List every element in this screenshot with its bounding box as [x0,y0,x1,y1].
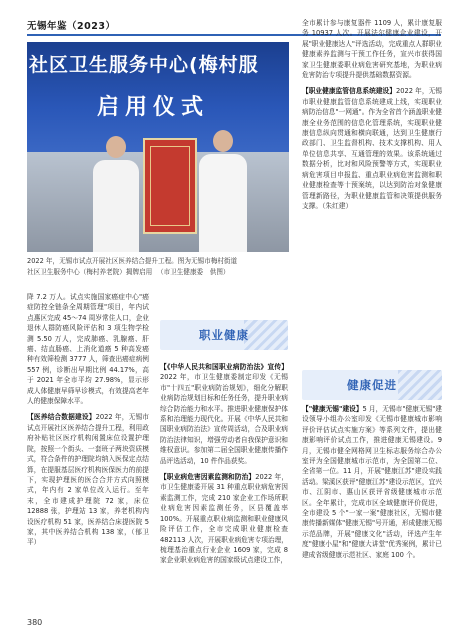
page-number: 380 [27,618,43,627]
mid-heading-2: 【职业病危害因素监测和防治】 [160,473,256,482]
section-title-health-promotion: 健康促进 [347,378,397,392]
photo-caption [27,256,289,278]
left-paragraph-2 [27,412,149,547]
event-photo [27,42,289,252]
section-banner-occupational-health [160,320,288,350]
left-paragraph-1: 降 7.2 万人。试点实施国家癌症中心"癌症防控全链条全周期管理"项目，年内试点惠区完成 45～74 周岁常住人口，企业退休人群防癌风险评估和 3 项生物学检测 5.50 万人，完成肺癌、乳腺癌、肝癌、结直肠癌、上消化道癌 5 种高发癌种有效筛检测 3777 人，筛查出癌症病例 557 例，诊断出早期比例 44.17%，高于 2021 年全市平均 27.98%，显示形成人体健康早筛早诊模式，有效提高老年人的健康保障水平。 [27,293,149,406]
photo-banner [27,42,289,152]
left-text-2: 2022 年，无锡市试点开展社区医养结合提升工程，利用政府补贴社区医疗机构闲置床位设置护理院，按照一个街头、一套班子两块资质模式，符合条件的护理院均纳入医保定点结算，在提服基层医疗机构医保医力的前提下，实现护理医的医合合并方式向照模式，年内有 2 家单位改入运行。至年末，全市建成护理院 72 家，床位 12888 张，护理站 13 家，养老机构内设医疗机构 51 家，医养结合床提医院 5 家，其中医养结合机构 138 家，（郁卫平） [27,413,149,547]
right-text-3: 5 月，无锡市"健康无锡"建设领导小组办公室印发《无锡市健康城市影响评价评估试点实施方案》等系列文件，提出健康影响评价试点工作，推进健康无锡建设。9 月，无锡市健全网格网卫生标志服务综合办公室评为全国健康城市示范市，为全国第二位、全省第一位。11 月，开展"健康江苏"建设实践活动。梁溪区获评"健康江苏"建设示范区，宜兴市、江阴市、惠山区获评省级健康城市示范区。全年累计，完成市区全域健康评价促进，全市建设 5 个"一家一案"健康社区，无锡市健康传播新媒体"健康无锡"号开通，形成健康无锡示范品牌，开展"健康文化"活动，评选产生年度"健康小屋"和"健康大讲堂"优秀案例，累计已建成省级健康示范社区、家庭 100 个。 [302,405,442,559]
mid-column [160,362,288,566]
plaque [143,138,197,234]
caption-credit: （市卫生健康委 供图） [157,268,230,276]
caption-line2 [27,267,289,278]
section-banner-health-promotion [302,370,442,400]
page-header-title: 无锡年鉴（2023） [27,21,116,32]
right-column-top [302,18,442,211]
person-left [93,160,139,252]
right-paragraph-3 [302,404,442,560]
left-heading-2: 【医养结合数据建设】 [27,413,96,422]
caption-line2-text: 社区卫生服务中心（梅村养老院）揭牌启用 [27,268,153,276]
person-right [199,154,247,252]
right-paragraph-2 [302,86,442,211]
mid-paragraph-1 [160,362,288,466]
banner-text-line2: 启用仪式 [97,95,210,120]
right-paragraph-1: 全市累计参与康复器件 1109 人，累计康复服务 10937 人次。开展法尔健康企业建设，开展"职业健康达人"评选活动，完成重点人群职业健康素养监测与干预工作任务，宣兴市获得国家卫生健康委职业病危害研究基地，为职业病危害防治专项提升提供基础数据资源。 [302,19,442,80]
mid-paragraph-2 [160,472,288,566]
right-heading-3: 【"健康无锡"建设】 [302,405,363,413]
mid-heading-1: 【《中华人民共和国职业病防治法》宣传】 [160,363,288,371]
left-column [27,292,149,548]
caption-line1: 2022 年，无锡市试点开展社区医养结合提升工程。图为无锡市梅村街道 [27,257,238,265]
mid-text-1: 2022 年，市卫生健康委制定印发《无锡市"十四五"职业病防治规划》，细化分解职业病防治规划目标和任务任务，提升职业病综合防治能力和水平。推进职业健康保护体系和治理能力现代化。开展《中华人民共和国职业病防治法》宣传周活动，合及职业病防治法律知识，增强劳动者自我保护意识和维权意识。参加第二届全国职业健康传播作品评选活动，10 件作品获奖。 [160,373,288,465]
right-column-bottom [302,404,442,560]
right-text-2: 2022 年，无锡市职业健康监管信息系统建成上线，实现职业病防治信息"一网通"。作为全省首个涵盖职业健康全业务范围的信息化管理系统，实现职业健康信息纵向贯通和横向联通，达到卫生健康行政部门、卫生监督机构、技术支撑机构、用人单位信息共享、互通管理的效果。该系统通过数据分析，比对和风险预警等方式，实现职业病危害项目申报监、重点职业病危害监测和职业健康检查等十预案统，以达到防治对象健康管理新路径，为职业健康监管和决策提供服务支撑。（朱红建） [302,87,442,210]
section-title-occupational-health: 职业健康 [199,328,249,342]
mid-text-2: 2022 年，市卫生健康委开展 31 种重点职业病危害因素监测工作，完成 210 家企业工作场所职业病危害因素监测任务，区县覆盖率 100%。开展重点职业病监测和职业健康风险评估工作，全市完成职业健康检查 482113 人次，开展职业病危害专项治理，梳理基治重点行业企业 1609 家，完成 8 家企业职业病危害的国家级试点建设工作， [160,473,289,565]
banner-text-line1: 社区卫生服务中心(梅村服 [29,54,259,76]
right-heading-2: 【职业健康监管信息系统建设】 [302,87,396,96]
